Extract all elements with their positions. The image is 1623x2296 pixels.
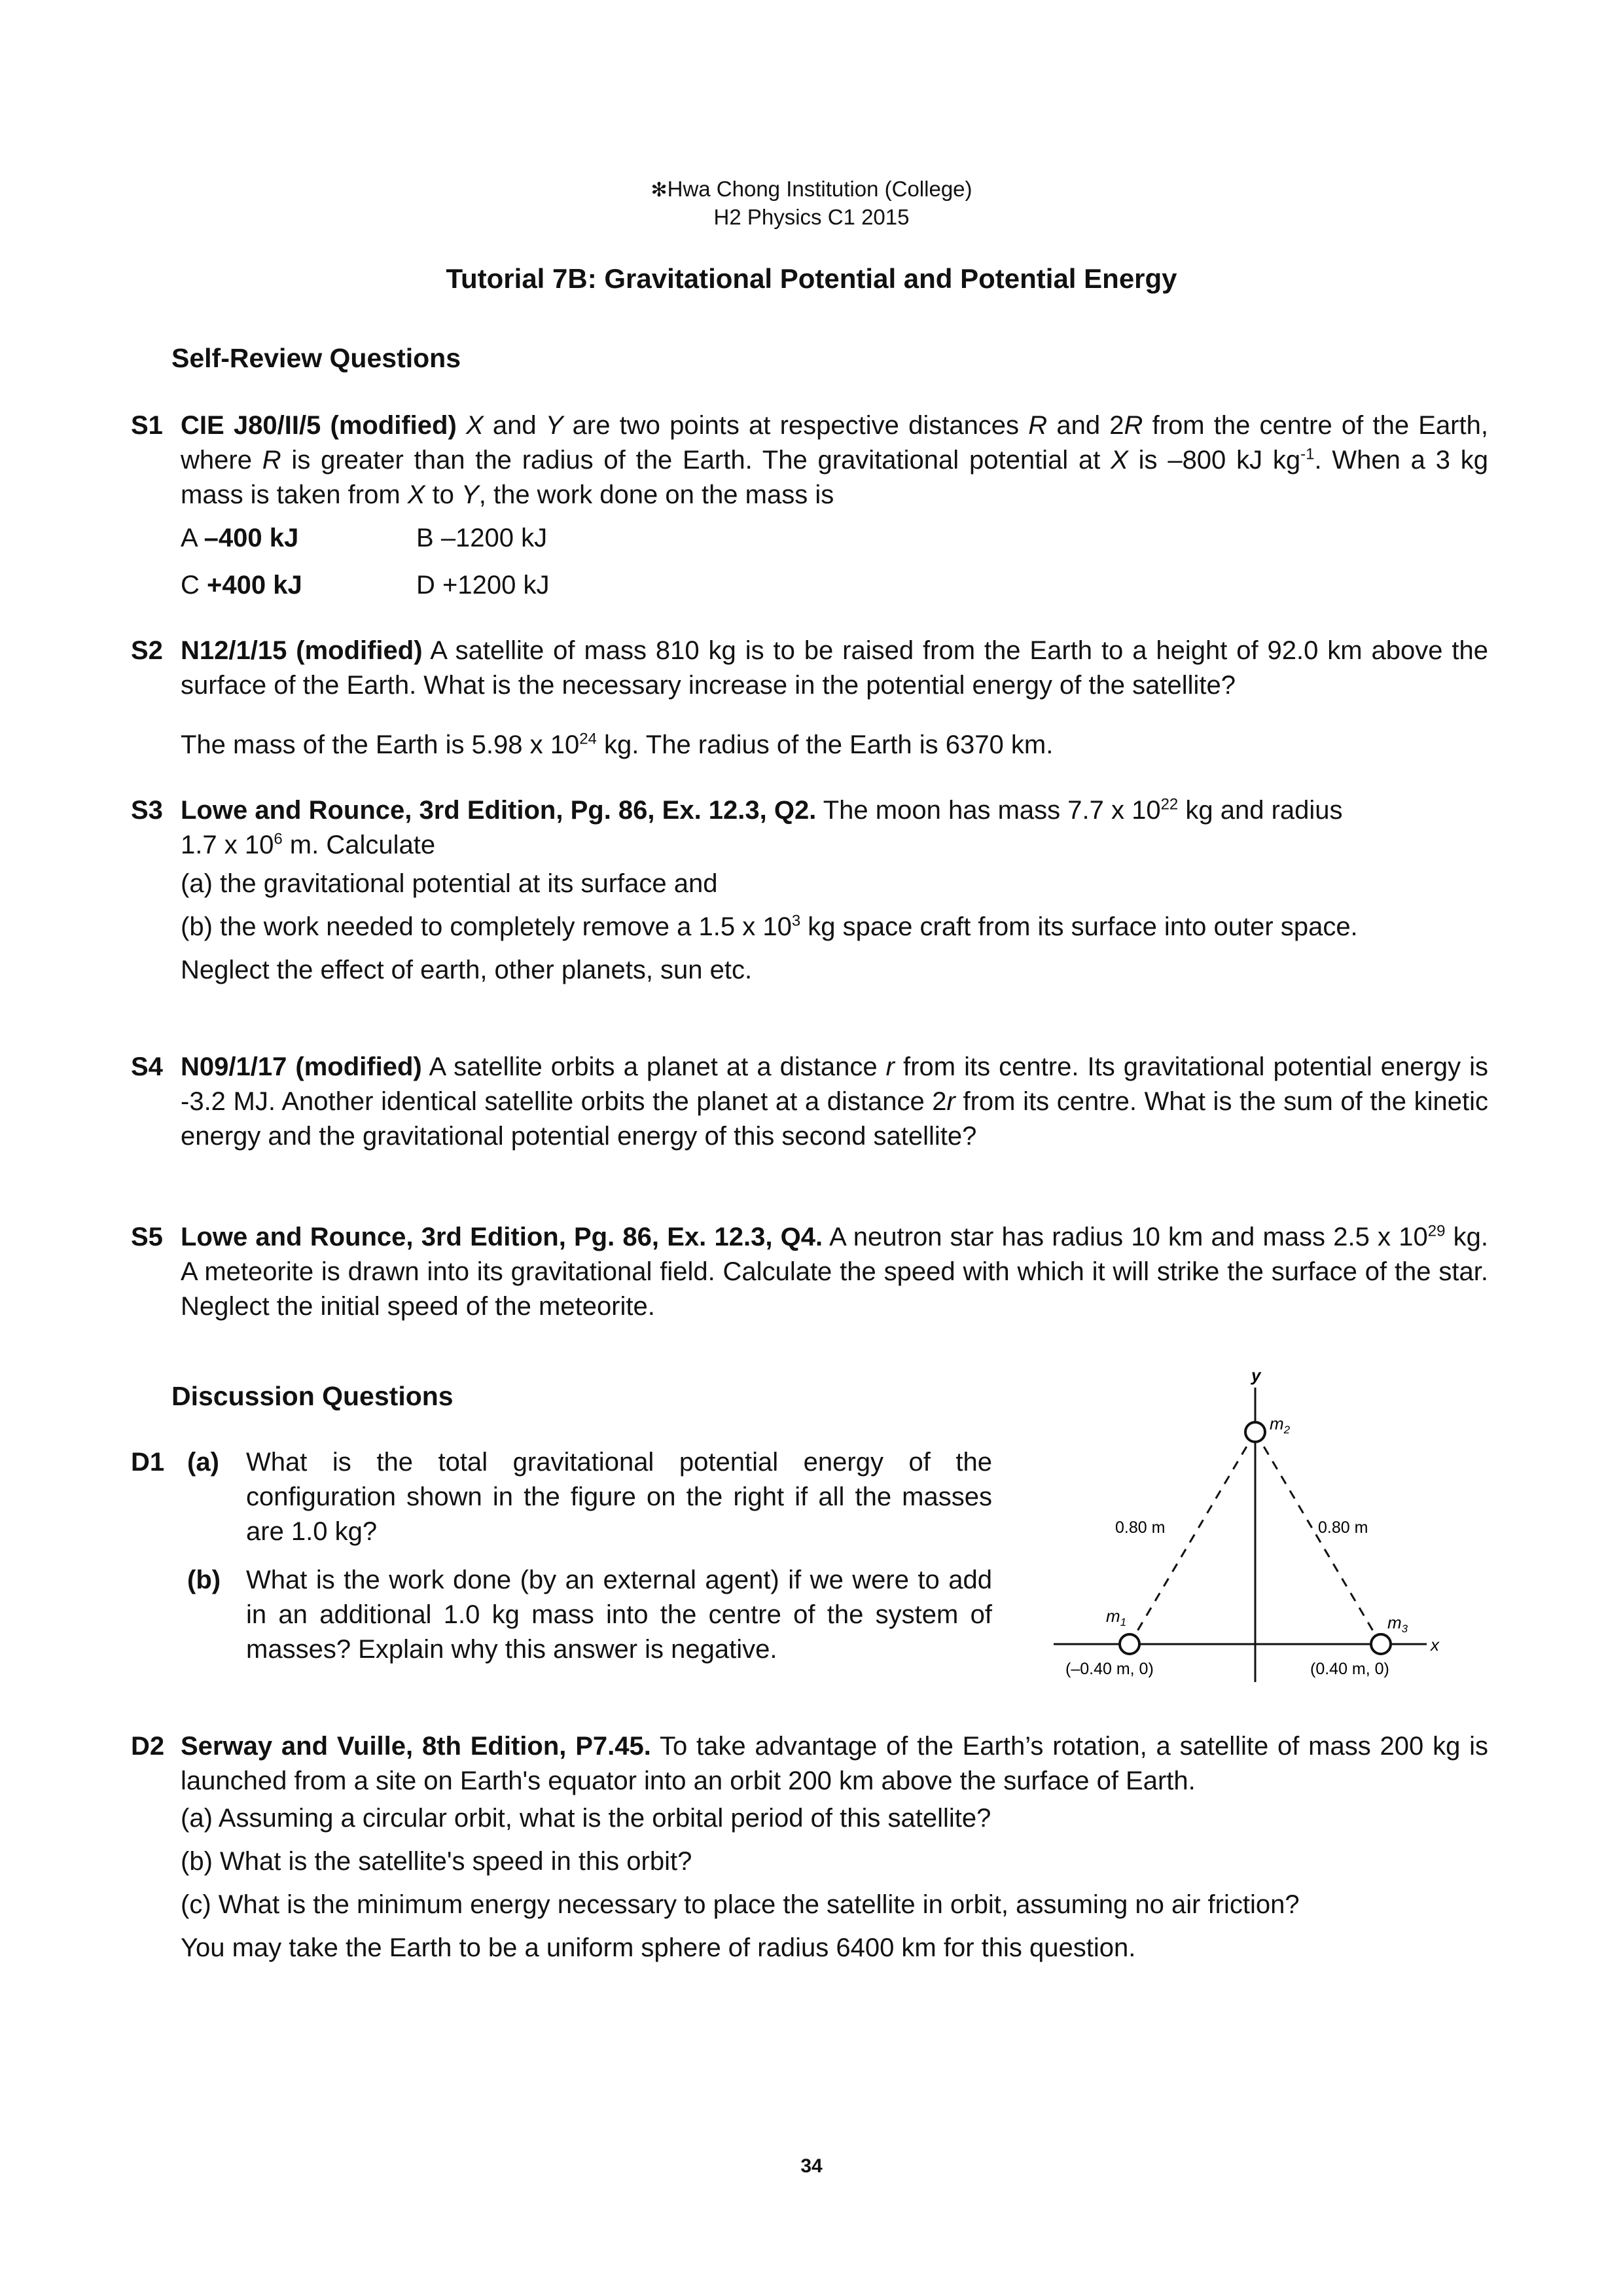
d2-text: Serway and Vuille, 8th Edition, P7.45. To take advantage of the Earth’s rotation, a satellite of mass 200 kg is launched from a site on Earth's equator into an orbit 200 km above the surface of Earth. bbox=[181, 1732, 1489, 1795]
institution-line bbox=[0, 175, 1623, 204]
s4-text: N09/1/17 (modified) A satellite orbits a planet at a distance r from its centre. Its gravitational potential energy is -3.2 MJ. Another identical satellite orbits the planet at a distance 2r from its centre. What is the sum of the kinetic energy and the gravitational potential energy of this second satellite? bbox=[181, 1052, 1489, 1151]
y-axis-label: y bbox=[1251, 1365, 1261, 1385]
s2-number: S2 bbox=[131, 636, 163, 665]
s3-number: S3 bbox=[131, 796, 163, 825]
s5-text: Lowe and Rounce, 3rd Edition, Pg. 86, Ex. 12.3, Q4. A neutron star has radius 10 km and mass 2.5 x $10^{29}$ kg. A meteorite is drawn into its gravitational field. Calculate the speed with which it will strike the surface of the star. Neglect the initial speed of the meteorite. bbox=[181, 1222, 1489, 1321]
institution-name: Hwa Chong Institution (College) bbox=[667, 177, 972, 201]
left-coordinate: (–0.40 m, 0) bbox=[1065, 1660, 1154, 1678]
s3-note: Neglect the effect of earth, other planets, sun etc. bbox=[181, 956, 753, 984]
left-side-dashed-line bbox=[1130, 1432, 1255, 1644]
s2-source: N12/1/15 (modified) bbox=[181, 636, 423, 665]
right-side-length: 0.80 m bbox=[1318, 1518, 1368, 1537]
self-review-heading: Self-Review Questions bbox=[171, 343, 461, 373]
d2-part-a: (a) Assuming a circular orbit, what is the orbital period of this satellite? bbox=[181, 1804, 991, 1833]
mass-m1-icon bbox=[1120, 1634, 1139, 1654]
mass-m3-icon bbox=[1371, 1634, 1391, 1654]
right-side-dashed-line bbox=[1255, 1432, 1381, 1644]
s3-source: Lowe and Rounce, 3rd Edition, Pg. 86, Ex. 12.3, Q2. bbox=[181, 796, 817, 825]
d1-part-a-text: What is the total gravitational potential energy of the configuration shown in the figure on the right if all the masses are 1.0 kg? bbox=[246, 1448, 992, 1546]
s3-part-b: (b) the work needed to completely remove a 1.5 x $10^3$ kg space craft from its surface into outer space. bbox=[181, 912, 1358, 941]
course-name: H2 Physics C1 2015 bbox=[713, 204, 910, 229]
s3-part-a: (a) the gravitational potential at its surface and bbox=[181, 869, 718, 898]
s1-option-d: D +1200 kJ bbox=[416, 571, 550, 600]
discussion-heading: Discussion Questions bbox=[171, 1381, 454, 1411]
s2-text: N12/1/15 (modified) A satellite of mass 810 kg is to be raised from the Earth to a height of 92.0 km above the surface of the Earth. What is the necessary increase in the potential energy of the satellite? bbox=[181, 636, 1488, 700]
d2-part-c: (c) What is the minimum energy necessary to place the satellite in orbit, assuming no air friction? bbox=[181, 1890, 1300, 1919]
d1-part-a-label: (a) bbox=[187, 1448, 219, 1477]
page-number: 34 bbox=[800, 2155, 823, 2177]
s1-option-a: A –400 kJ bbox=[181, 524, 299, 552]
d1-part-b-text: What is the work done (by an external agent) if we were to add in an additional 1.0 kg mass into the centre of the system of masses? Explain why this answer is negative. bbox=[246, 1566, 992, 1664]
d1-configuration-figure bbox=[1047, 1361, 1466, 1689]
mass-m1-label: $m_1$ bbox=[1106, 1606, 1127, 1628]
d2-number: D2 bbox=[131, 1732, 165, 1761]
s2-given: The mass of the Earth is 5.98 x $10^{24}$ kg. The radius of the Earth is 6370 km. bbox=[181, 730, 1054, 759]
right-coordinate: (0.40 m, 0) bbox=[1310, 1660, 1389, 1678]
d2-part-b: (b) What is the satellite's speed in this orbit? bbox=[181, 1847, 692, 1876]
mass-m2-label: $m_2$ bbox=[1270, 1414, 1291, 1436]
s1-text: CIE J80/II/5 (modified) X and Y are two points at respective distances R and 2R from the centre of the Earth, where R is greater than the radius of the Earth. The gravitational potential at X is –800 kJ $kg^{-1}$. When a 3 kg mass is taken from X to Y, the work done on the mass is bbox=[181, 411, 1489, 509]
d2-note: You may take the Earth to be a uniform sphere of radius 6400 km for this question. bbox=[181, 1933, 1136, 1962]
page-title: Tutorial 7B: Gravitational Potential and Potential Energy bbox=[446, 263, 1177, 294]
s5-source: Lowe and Rounce, 3rd Edition, Pg. 86, Ex. 12.3, Q4. bbox=[181, 1223, 823, 1251]
mass-m2-icon bbox=[1245, 1422, 1265, 1442]
d2-source: Serway and Vuille, 8th Edition, P7.45. bbox=[181, 1732, 651, 1761]
s1-option-b: B –1200 kJ bbox=[416, 524, 548, 552]
page-header bbox=[0, 175, 1623, 232]
s1-option-c: C +400 kJ bbox=[181, 571, 302, 600]
mass-m3-label: $m_3$ bbox=[1387, 1613, 1408, 1635]
s5-number: S5 bbox=[131, 1223, 163, 1251]
s4-source: N09/1/17 (modified) bbox=[181, 1052, 422, 1081]
s1-source: CIE J80/II/5 (modified) bbox=[181, 411, 457, 440]
left-side-length: 0.80 m bbox=[1115, 1518, 1166, 1537]
x-axis-label: x bbox=[1431, 1635, 1439, 1655]
d1-part-b-label: (b) bbox=[187, 1566, 221, 1594]
d1-number: D1 bbox=[131, 1448, 165, 1477]
s4-number: S4 bbox=[131, 1052, 163, 1081]
s3-text: Lowe and Rounce, 3rd Edition, Pg. 86, Ex. 12.3, Q2. The moon has mass 7.7 x $10^{22}$ kg and radius 1.7 x $10^6$ m. Calculate bbox=[181, 795, 1343, 859]
institution-logo-icon: ✻ bbox=[651, 179, 668, 201]
s1-number: S1 bbox=[131, 411, 163, 440]
